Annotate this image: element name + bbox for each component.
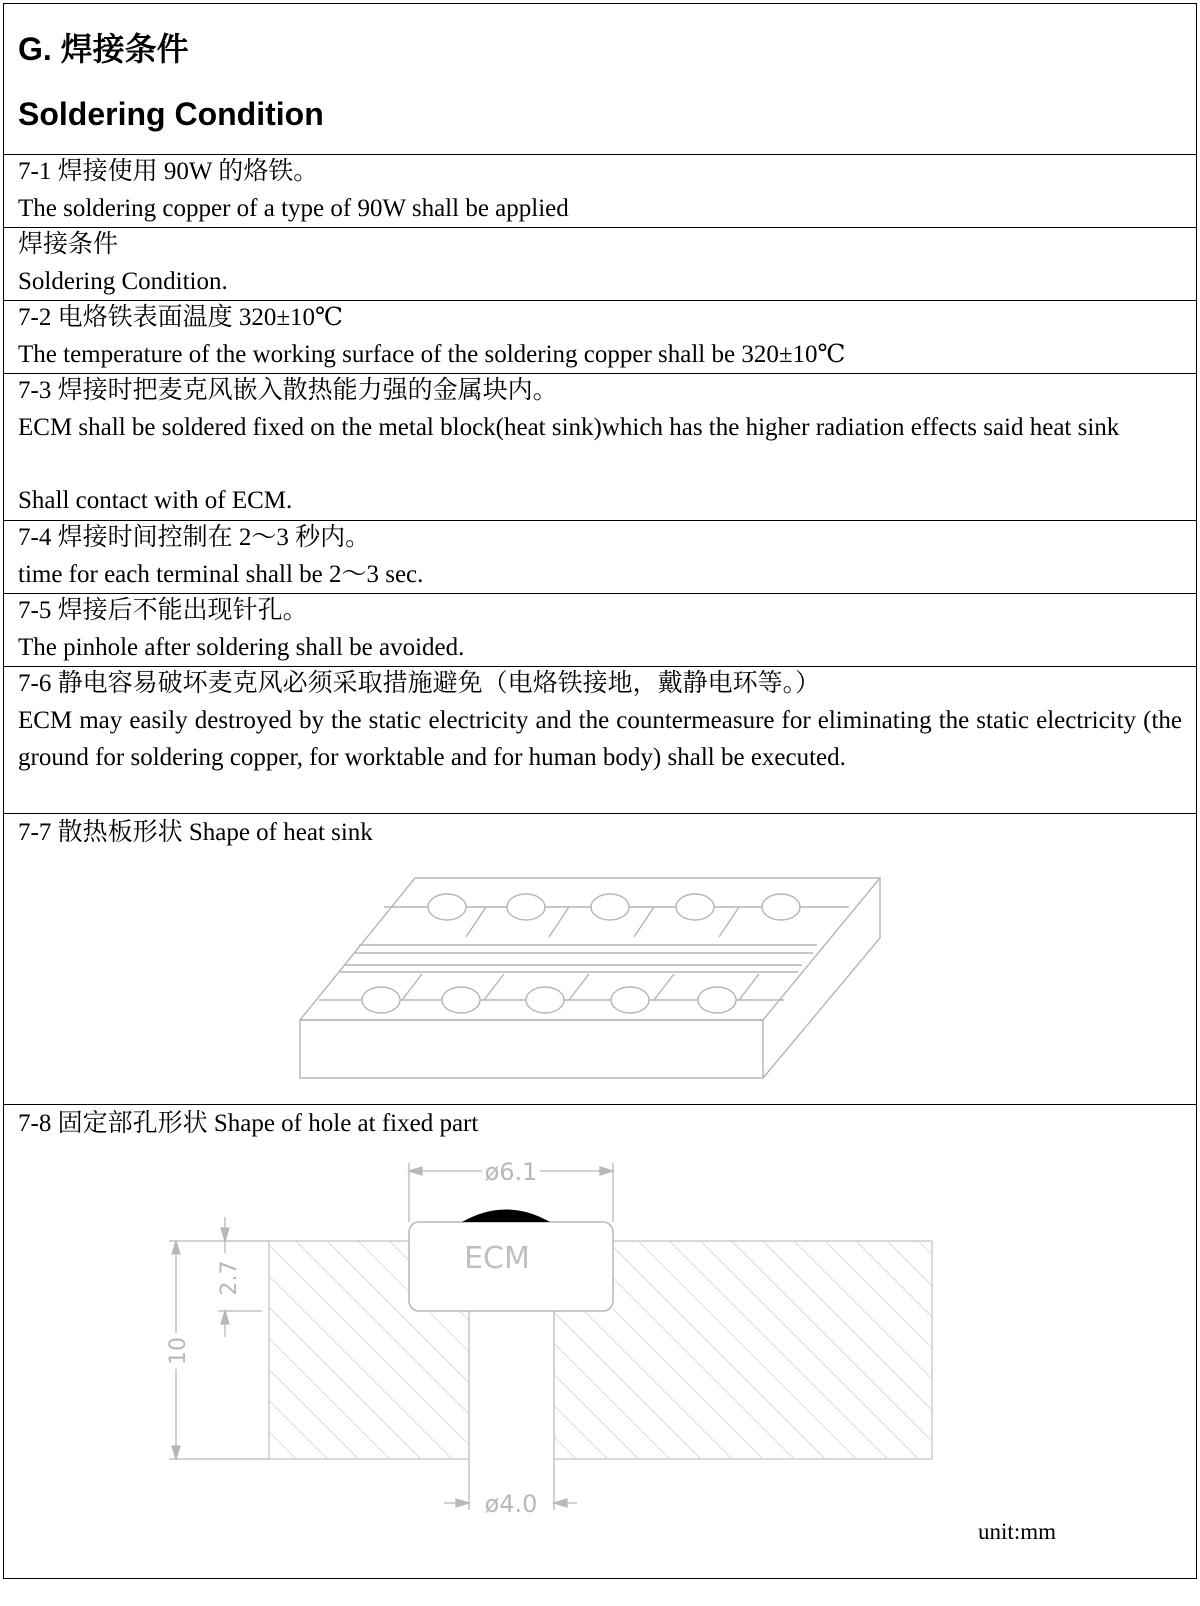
- spec-page: [3, 3, 1197, 1579]
- dim-left-small: 2.7: [217, 1260, 242, 1296]
- heat-sink-drawing: [4, 814, 1194, 1105]
- item-7-5-en: The pinhole after soldering shall be avoided.: [18, 634, 465, 661]
- item-7-5: [4, 594, 1196, 667]
- item-7-4-en: time for each terminal shall be 2～3 sec.: [18, 561, 424, 588]
- dim-top: ø6.1: [484, 1158, 538, 1186]
- item-7-4: [4, 521, 1196, 594]
- item-7-5-cn: 7-5 焊接后不能出现针孔。: [18, 597, 308, 624]
- item-7-1-cn: 7-1 焊接使用 90W 的烙铁。: [18, 158, 319, 185]
- title-english: Soldering Condition: [18, 96, 324, 132]
- item-7-6-cn: 7-6 静电容易破坏麦克风必须采取措施避免（电烙铁接地，戴静电环等。）: [18, 670, 821, 697]
- item-7-3: [4, 374, 1196, 521]
- item-7-3-en: ECM shall be soldered fixed on the metal block(heat sink)which has the higher radiation effects said heat sink: [18, 414, 1120, 441]
- dim-left-large: 10: [166, 1337, 191, 1365]
- item-7-7-label: 7-7 散热板形状 Shape of heat sink: [18, 819, 373, 846]
- item-7-4-cn: 7-4 焊接时间控制在 2～3 秒内。: [18, 524, 371, 551]
- item-7-2: [4, 301, 1196, 374]
- item-7-1-en: The soldering copper of a type of 90W shall be applied: [18, 195, 569, 222]
- title-chinese: G. 焊接条件: [18, 31, 189, 67]
- item-7-6: [4, 667, 1196, 814]
- item-7-7: [4, 814, 1196, 1105]
- item-7-8: [4, 1105, 1196, 1580]
- fixed-part-hole-drawing: [4, 1105, 1194, 1580]
- unit-label: unit:mm: [978, 1519, 1056, 1544]
- item-7-6-en: ECM may easily destroyed by the static electricity and the countermeasure for eliminating the static electricity (the ground for soldering copper, for worktable and for human body) shall be executed.: [18, 707, 1182, 771]
- item-soldering-condition: [4, 228, 1196, 301]
- item-7-1: [4, 155, 1196, 228]
- item-7-2-en: The temperature of the working surface of the soldering copper shall be 320±10℃: [18, 341, 846, 368]
- item-7-3-en-2: Shall contact with of ECM.: [18, 487, 293, 514]
- dim-bottom: ø4.0: [484, 1490, 538, 1518]
- soldering-condition-en: Soldering Condition.: [18, 268, 228, 295]
- item-7-8-label: 7-8 固定部孔形状 Shape of hole at fixed part: [18, 1110, 479, 1137]
- item-7-2-cn: 7-2 电烙铁表面温度 320±10℃: [18, 304, 344, 331]
- ecm-label: ECM: [464, 1241, 530, 1276]
- item-7-3-cn: 7-3 焊接时把麦克风嵌入散热能力强的金属块内。: [18, 377, 558, 404]
- section-header: [4, 4, 1196, 155]
- soldering-condition-cn: 焊接条件: [18, 231, 119, 258]
